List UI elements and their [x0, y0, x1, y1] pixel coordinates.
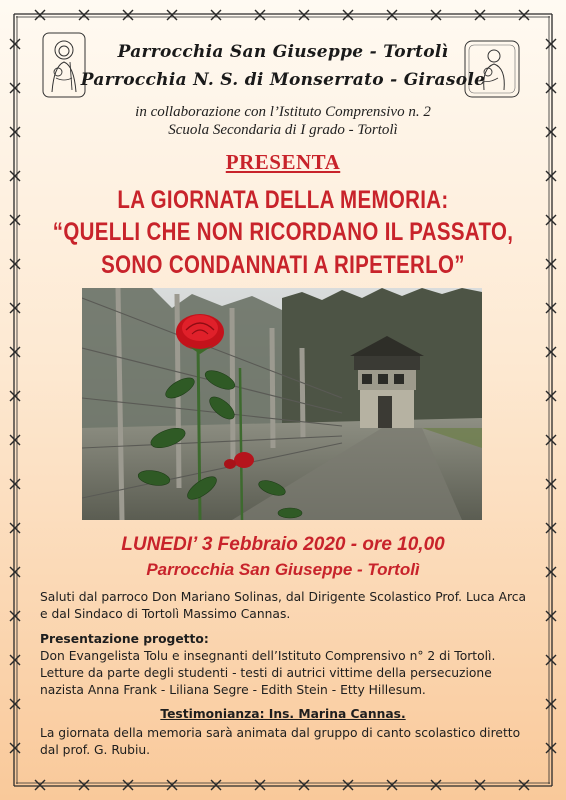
presenta-heading: PRESENTA — [225, 150, 341, 174]
collaboration-line-2: Scuola Secondaria di I grado - Tortolì — [168, 122, 398, 138]
event-title-line-2: “QUELLI CHE NON RICORDANO IL PASSATO, — [52, 218, 514, 246]
rose-barbed-wire-photo — [82, 288, 482, 520]
project-heading: Presentazione progetto: — [40, 632, 209, 646]
event-title-line-1: LA GIORNATA DELLA MEMORIA: — [117, 186, 449, 214]
collaboration-line-1: in collaborazione con l’Istituto Comprensivo n. 2 — [135, 104, 431, 120]
event-title-line-3: SONO CONDANNATI A RIPETERLO” — [101, 251, 465, 279]
parish-title-1: Parrocchia San Giuseppe - Tortolì — [117, 42, 449, 62]
closing-text: La giornata della memoria sarà animata dal gruppo di canto scolastico diretto dal prof. G. Rubiu. — [40, 726, 521, 757]
event-date: LUNEDI’ 3 Febbraio 2020 - ore 10,00 — [121, 534, 445, 555]
event-venue: Parrocchia San Giuseppe - Tortolì — [146, 560, 420, 579]
project-text: Don Evangelista Tolu e insegnanti dell’Istituto Comprensivo n° 2 di Tortolì. Letture da parte degli studenti - testi di autrici vittime della persecuzione nazista Anna Frank - Liliana Segre - Edith Stein - Etty Hillesum. — [40, 649, 496, 697]
greetings-text: Saluti dal parroco Don Mariano Solinas, dal Dirigente Scolastico Prof. Luca Arca e dal Sindaco di Tortolì Massimo Cannas. — [40, 590, 527, 621]
testimony-heading: Testimonianza: Ins. Marina Cannas. — [160, 707, 406, 721]
parish-title-2: Parrocchia N. S. di Monserrato - Girasole — [80, 70, 486, 90]
